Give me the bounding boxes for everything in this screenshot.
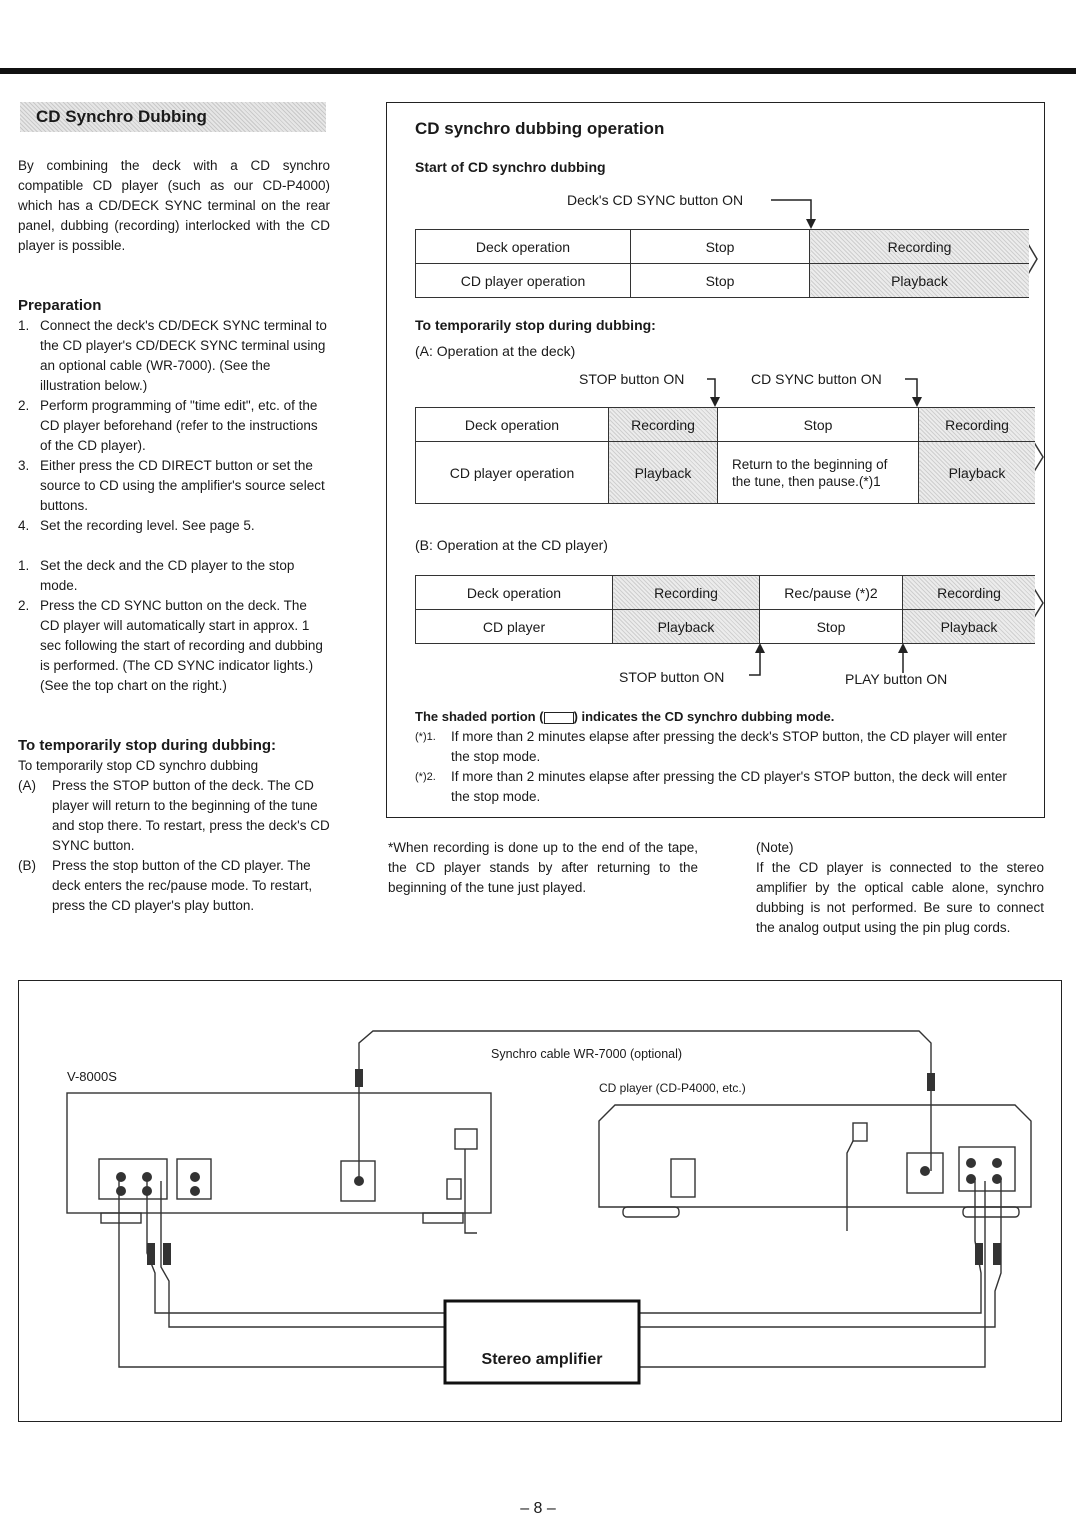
footnote-text: If more than 2 minutes elapse after pressing the CD player's STOP button, the deck will enter the stop mode. — [451, 769, 1007, 804]
table-cell: Recording — [919, 408, 1036, 442]
b-label: (B: Operation at the CD player) — [415, 537, 608, 553]
list-item — [18, 456, 330, 516]
table-cell: Recording — [903, 576, 1036, 610]
table-cell: Stop — [760, 610, 903, 644]
item-text: Connect the deck's CD/DECK SYNC terminal to the CD player's CD/DECK SYNC terminal using an optional cable (WR-7000). (See the illustration below.) — [40, 318, 327, 393]
table-cell: CD player operation — [416, 442, 609, 504]
table-cell: Playback — [903, 610, 1036, 644]
list-item — [18, 316, 330, 396]
a-sync-on-label: CD SYNC button ON — [751, 371, 882, 387]
note-title: (Note) — [756, 840, 794, 855]
intro-text: By combining the deck with a CD synchro compatible CD player (such as our CD-P4000) which has a CD/DECK SYNC terminal on the rear panel, dubbing (recording) interlocked with the CD player is possible. — [18, 158, 330, 253]
shaded-note-text: ) indicates the CD synchro dubbing mode. — [573, 709, 835, 724]
optical-note — [756, 838, 1044, 938]
table-cell: Stop — [631, 230, 810, 264]
shaded-swatch-icon — [544, 712, 574, 724]
temp-stop-intro: To temporarily stop CD synchro dubbing — [18, 758, 259, 773]
start-title: Start of CD synchro dubbing — [415, 159, 606, 175]
item-text: Set the recording level. See page 5. — [40, 518, 255, 533]
section-heading: CD Synchro Dubbing — [20, 102, 326, 132]
top-rule — [0, 68, 1076, 74]
a-stop-on-label: STOP button ON — [579, 371, 685, 387]
footnote-text: If more than 2 minutes elapse after pressing the deck's STOP button, the CD player will enter the stop mode. — [451, 729, 1007, 764]
table-cell: Rec/pause (*)2 — [760, 576, 903, 610]
start-chart — [415, 229, 1029, 298]
table-cell: Recording — [810, 230, 1030, 264]
footnote-2 — [415, 767, 1015, 807]
list-item — [18, 596, 330, 696]
note-text: If the CD player is connected to the stereo amplifier by the optical cable alone, synchro dubbing is not performed. Be sure to connect the analog output using the pin plug cords. — [756, 860, 1044, 935]
temp-stop-section — [18, 736, 330, 916]
table-cell: Playback — [613, 610, 760, 644]
item-text: Press the stop button of the CD player. The deck enters the rec/pause mode. To restart, press the CD player's play button. — [52, 858, 313, 913]
stereo-amplifier-label: Stereo amplifier — [481, 1351, 603, 1368]
table-cell: Deck operation — [416, 576, 613, 610]
temp-stop-title: To temporarily stop during dubbing: — [18, 737, 277, 754]
item-number: (A) — [18, 778, 36, 793]
temp-stop-list — [18, 776, 330, 916]
table-cell: Stop — [631, 264, 810, 298]
preparation-title: Preparation — [18, 297, 102, 314]
intro-paragraph — [18, 156, 330, 256]
list-item — [18, 856, 330, 916]
item-number: 2. — [18, 398, 30, 413]
item-number: 1. — [18, 318, 30, 333]
item-text: Press the STOP button of the deck. The CD player will return to the beginning of the tune and stop there. To restart, press the deck's CD SYNC button. — [52, 778, 330, 853]
cable-label: Synchro cable WR-7000 (optional) — [491, 1047, 683, 1061]
deck-label: V-8000S — [67, 1069, 117, 1084]
table-cell: Playback — [919, 442, 1036, 504]
item-text: Perform programming of "time edit", etc. of the CD player beforehand (refer to the instructions of the CD player). — [40, 398, 318, 453]
cd-player-label: CD player (CD-P4000, etc.) — [599, 1081, 746, 1095]
b-play-on-label: PLAY button ON — [845, 671, 948, 687]
item-number: 1. — [18, 558, 30, 573]
list-item — [18, 776, 330, 856]
operation-title: CD synchro dubbing operation — [415, 119, 665, 138]
sync-on-label: Deck's CD SYNC button ON — [567, 192, 744, 208]
deck-operation-chart — [415, 407, 1035, 504]
list-item — [18, 516, 330, 536]
table-cell: CD player — [416, 610, 613, 644]
shaded-note — [415, 707, 834, 727]
temp-stop-chart-title: To temporarily stop during dubbing: — [415, 317, 656, 333]
shaded-note-text: The shaded portion ( — [415, 709, 544, 724]
table-cell: CD player operation — [416, 264, 631, 298]
connection-diagram — [18, 980, 1062, 1422]
table-cell: Recording — [613, 576, 760, 610]
footnote-mark: (*)1. — [415, 731, 436, 743]
cd-operation-chart — [415, 575, 1035, 644]
item-text: Either press the CD DIRECT button or set the source to CD using the amplifier's source select buttons. — [40, 458, 325, 513]
item-number: 4. — [18, 518, 30, 533]
table-cell: Stop — [718, 408, 919, 442]
item-text: Press the CD SYNC button on the deck. The CD player will automatically start in approx. 1 sec following the start of recording and dubbing is performed. (The CD SYNC indicator lights.) (See the top chart on the right.) — [40, 598, 323, 693]
steps-list — [18, 556, 330, 696]
b-stop-on-label: STOP button ON — [619, 669, 725, 685]
table-cell: Playback — [609, 442, 718, 504]
operation-panel — [386, 102, 1045, 818]
stereo-amplifier-box — [445, 1301, 639, 1383]
footnote-1 — [415, 727, 1015, 767]
page-number: – 8 – — [520, 1500, 556, 1517]
recording-note: *When recording is done up to the end of the tape, the CD player stands by after returning to the beginning of the tune just played. — [388, 840, 698, 895]
table-cell: Deck operation — [416, 230, 631, 264]
list-item — [18, 396, 330, 456]
preparation-section — [18, 296, 330, 536]
a-label: (A: Operation at the deck) — [415, 343, 576, 359]
footnote-mark: (*)2. — [415, 771, 436, 783]
table-cell: Return to the beginning of the tune, then pause.(*)1 — [718, 442, 919, 504]
list-item — [18, 556, 330, 596]
item-number: 2. — [18, 598, 30, 613]
item-number: 3. — [18, 458, 30, 473]
table-cell: Playback — [810, 264, 1030, 298]
item-number: (B) — [18, 858, 36, 873]
steps-section — [18, 556, 330, 696]
table-cell: Recording — [609, 408, 718, 442]
preparation-list — [18, 316, 330, 536]
deck-unit — [67, 1093, 491, 1213]
item-text: Set the deck and the CD player to the stop mode. — [40, 558, 295, 593]
table-cell: Deck operation — [416, 408, 609, 442]
